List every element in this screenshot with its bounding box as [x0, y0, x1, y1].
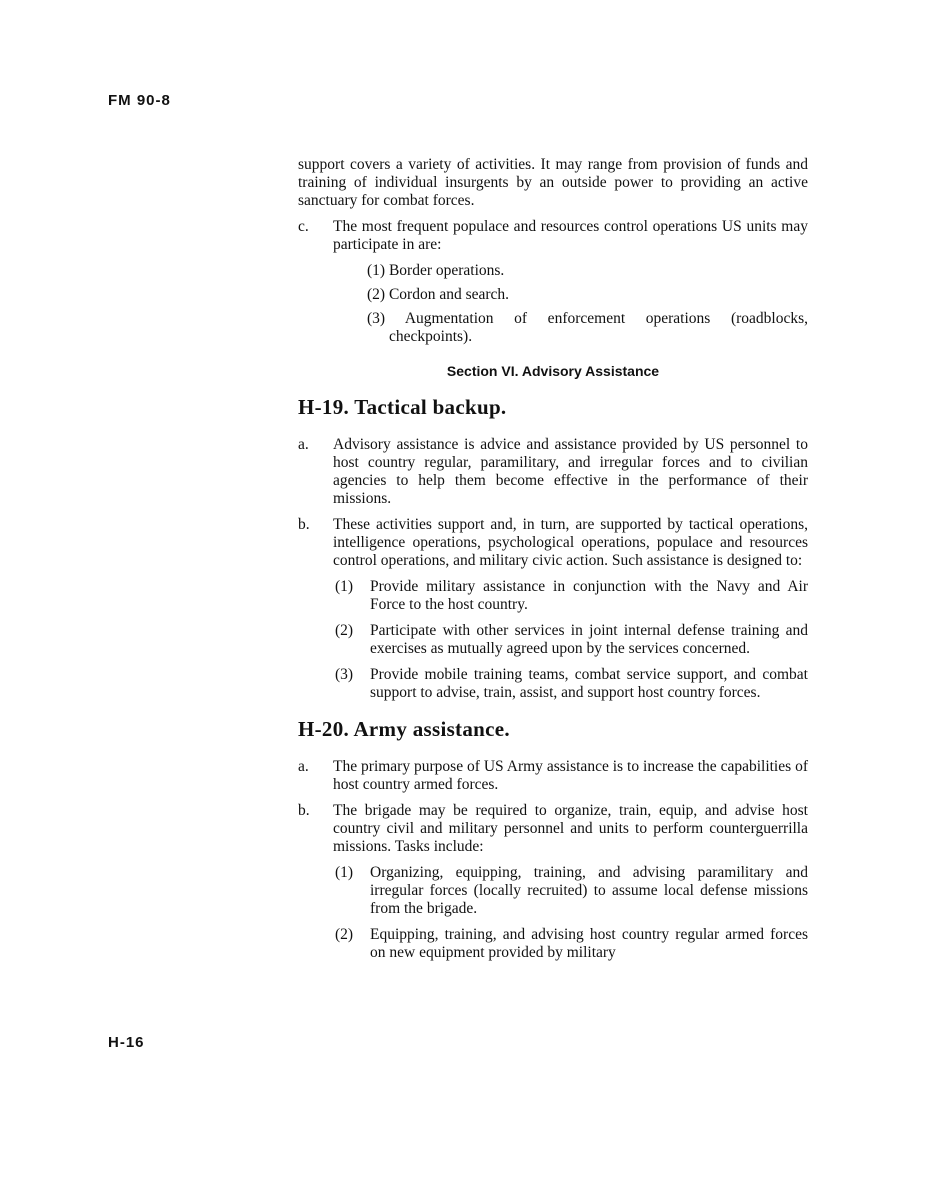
- page-header: FM 90-8: [108, 92, 171, 109]
- heading-h20: H-20. Army assistance.: [298, 717, 510, 741]
- sub-text: Provide mobile training teams, combat service support, and combat support to advise, train, assist, and support host country forces.: [370, 666, 808, 701]
- list-item: [298, 926, 808, 962]
- list-item: [298, 666, 808, 702]
- item-text: These activities support and, in turn, are supported by tactical operations, intelligence operations, psychological operations, populace and resources control operations, and military civic action. Such assistance is designed to:: [333, 516, 808, 569]
- sub-text: Participate with other services in joint internal defense training and exercises as mutually agreed upon by the services concerned.: [370, 622, 808, 657]
- page-footer: H-16: [108, 1034, 145, 1051]
- list-item: (1) Border operations.: [367, 262, 505, 279]
- item-a: [298, 436, 808, 508]
- sub-marker: (2): [335, 926, 354, 943]
- page-body: [298, 156, 808, 970]
- item-marker: a.: [298, 758, 309, 775]
- sub-text: Equipping, training, and advising host country regular armed forces on new equipment provided by military: [370, 926, 808, 961]
- sub-marker: (2): [335, 622, 354, 639]
- item-c: [298, 218, 808, 254]
- item-marker: c.: [298, 218, 309, 235]
- item-b: [298, 516, 808, 570]
- item-b: [298, 802, 808, 856]
- item-marker: a.: [298, 436, 309, 453]
- sub-text: Provide military assistance in conjunction with the Navy and Air Force to the host country.: [370, 578, 808, 613]
- item-text: Advisory assistance is advice and assistance provided by US personnel to host country regular, paramilitary, and irregular forces and to civilian agencies to help them become effective in the performance of their missions.: [333, 436, 808, 507]
- item-text: The brigade may be required to organize, train, equip, and advise host country civil and military personnel and units to perform counterguerrilla missions. Tasks include:: [333, 802, 808, 855]
- item-marker: b.: [298, 802, 310, 819]
- item-marker: b.: [298, 516, 310, 533]
- list-item: [298, 578, 808, 614]
- list-item: [298, 622, 808, 658]
- item-a: [298, 758, 808, 794]
- list-item: (2) Cordon and search.: [367, 286, 510, 303]
- list-item: (3) Augmentation of enforcement operations (roadblocks, checkpoints).: [367, 310, 808, 345]
- section-title: Section VI. Advisory Assistance: [446, 363, 660, 379]
- sub-text: Organizing, equipping, training, and advising paramilitary and irregular forces (locally recruited) to assume local defense missions from the brigade.: [370, 864, 808, 917]
- sub-marker: (1): [335, 578, 354, 595]
- sub-marker: (3): [335, 666, 354, 683]
- sub-marker: (1): [335, 864, 354, 881]
- list-item: [298, 864, 808, 918]
- item-text: The most frequent populace and resources control operations US units may participate in are:: [333, 218, 808, 253]
- item-text: The primary purpose of US Army assistance is to increase the capabilities of host country armed forces.: [333, 758, 808, 793]
- continuation-paragraph: support covers a variety of activities. It may range from provision of funds and training of individual insurgents by an outside power to providing an active sanctuary for combat forces.: [298, 156, 808, 209]
- heading-h19: H-19. Tactical backup.: [298, 395, 507, 419]
